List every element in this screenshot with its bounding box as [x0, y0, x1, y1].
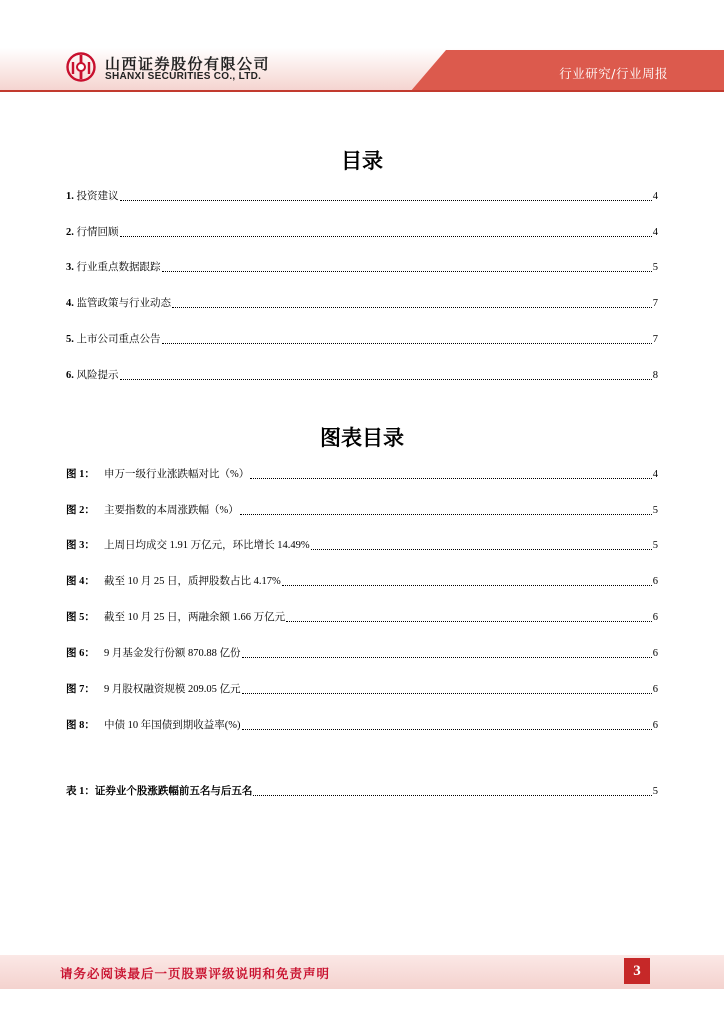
- figure-item-label: 中债 10 年国债到期收益率(%): [104, 720, 241, 731]
- leader-dots: [286, 621, 652, 622]
- table-item-label: 表 1：证券业个股涨跌幅前五名与后五名: [66, 786, 253, 797]
- figure-item-page: 6: [652, 576, 658, 587]
- figure-item-page: 5: [652, 505, 658, 516]
- toc-item-page: 5: [652, 262, 658, 273]
- toc-item[interactable]: 1. 投资建议 4: [66, 191, 658, 202]
- leader-dots: [282, 585, 652, 586]
- figure-item-page: 5: [652, 540, 658, 551]
- leader-dots: [162, 343, 652, 344]
- leader-dots: [242, 657, 652, 658]
- page-header: [0, 0, 724, 92]
- toc-item-label: 上市公司重点公告: [76, 334, 161, 345]
- leader-dots: [250, 478, 652, 479]
- leader-dots: [242, 729, 652, 730]
- toc-item-label: 行业重点数据跟踪: [76, 262, 161, 273]
- leader-dots: [120, 379, 652, 380]
- figure-item-label: 主要指数的本周涨跌幅（%）: [104, 505, 239, 516]
- header-divider: [0, 90, 724, 92]
- figure-item[interactable]: 图 5： 截至 10 月 25 日，两融余额 1.66 万亿元 6: [66, 612, 658, 623]
- figure-item-page: 6: [652, 684, 658, 695]
- leader-dots: [120, 200, 652, 201]
- company-name-cn: 山西证券股份有限公司: [105, 55, 271, 73]
- toc-item[interactable]: 2. 行情回顾 4: [66, 227, 658, 238]
- toc-item-label: 风险提示: [76, 370, 119, 381]
- toc-title: 目录: [341, 148, 383, 173]
- disclaimer-notice: 请务必阅读最后一页股票评级说明和免责声明: [60, 966, 331, 981]
- figure-item[interactable]: 图 6： 9 月基金发行份额 870.88 亿份 6: [66, 648, 658, 659]
- figure-item-label: 9 月基金发行份额 870.88 亿份: [104, 648, 241, 659]
- figure-item[interactable]: 图 1： 申万一级行业涨跌幅对比（%） 4: [66, 469, 658, 480]
- report-type-label: 行业研究/行业周报: [559, 66, 668, 81]
- figure-item-label: 截至 10 月 25 日，两融余额 1.66 万亿元: [104, 612, 286, 623]
- figure-item-page: 6: [652, 720, 658, 731]
- toc-item-label: 监管政策与行业动态: [76, 298, 171, 309]
- figure-item[interactable]: 图 3： 上周日均成交 1.91 万亿元，环比增长 14.49% 5: [66, 540, 658, 551]
- leader-dots: [240, 514, 652, 515]
- figure-item-page: 4: [652, 469, 658, 480]
- leader-dots: [311, 549, 652, 550]
- figure-item[interactable]: 图 4： 截至 10 月 25 日，质押股数占比 4.17% 6: [66, 576, 658, 587]
- figure-item-page: 6: [652, 612, 658, 623]
- toc-item-page: 4: [652, 191, 658, 202]
- leader-dots: [120, 236, 652, 237]
- figure-item[interactable]: 图 2： 主要指数的本周涨跌幅（%） 5: [66, 505, 658, 516]
- toc-item-label: 行情回顾: [76, 227, 119, 238]
- toc-item-page: 8: [652, 370, 658, 381]
- toc-item-page: 7: [652, 298, 658, 309]
- figure-item[interactable]: 图 7： 9 月股权融资规模 209.05 亿元 6: [66, 684, 658, 695]
- page-number: 3: [624, 958, 650, 984]
- leader-dots: [162, 271, 652, 272]
- figure-item-label: 上周日均成交 1.91 万亿元，环比增长 14.49%: [104, 540, 310, 551]
- figure-item-label: 申万一级行业涨跌幅对比（%）: [104, 469, 250, 480]
- toc-item-label: 投资建议: [76, 191, 119, 202]
- leader-dots: [242, 693, 652, 694]
- leader-dots: [172, 307, 652, 308]
- company-name-en: SHANXI SECURITIES CO., LTD.: [105, 71, 262, 82]
- figure-item[interactable]: 图 8： 中债 10 年国债到期收益率(%) 6: [66, 720, 658, 731]
- toc-item-page: 4: [652, 227, 658, 238]
- toc-item-page: 7: [652, 334, 658, 345]
- toc-item[interactable]: 5. 上市公司重点公告 7: [66, 334, 658, 345]
- shanxi-securities-logo-icon: [66, 52, 96, 82]
- figure-item-label: 截至 10 月 25 日，质押股数占比 4.17%: [104, 576, 281, 587]
- figure-item-page: 6: [652, 648, 658, 659]
- figure-item-label: 9 月股权融资规模 209.05 亿元: [104, 684, 241, 695]
- toc-item[interactable]: 3. 行业重点数据跟踪 5: [66, 262, 658, 273]
- figures-title: 图表目录: [320, 425, 404, 450]
- toc-item[interactable]: 4. 监管政策与行业动态 7: [66, 298, 658, 309]
- table-item-page: 5: [652, 786, 658, 797]
- toc-item[interactable]: 6. 风险提示 8: [66, 370, 658, 381]
- table-item[interactable]: [66, 783, 658, 799]
- leader-dots: [253, 795, 651, 796]
